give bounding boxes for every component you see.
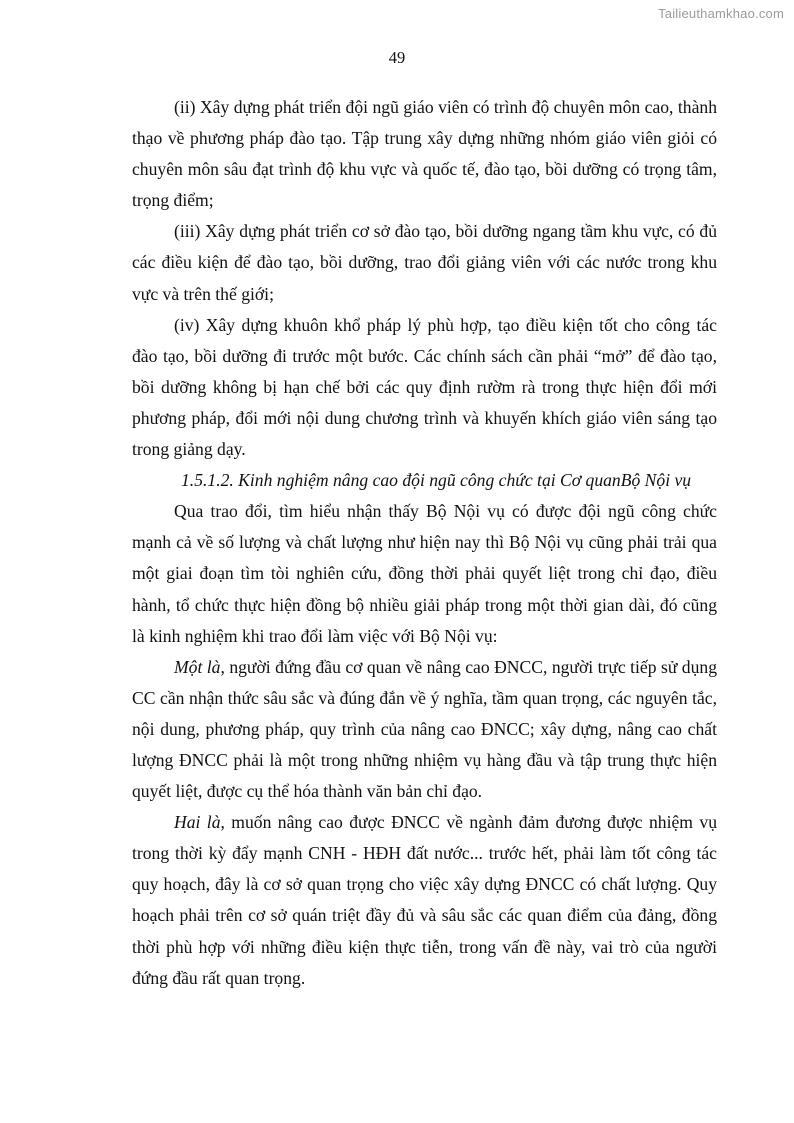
paragraph-iii: (iii) Xây dựng phát triển cơ sở đào tạo, bồi dưỡng ngang tầm khu vực, có đủ các điều kiện để đào tạo, bồi dưỡng, trao đổi giảng viên với các nước trong khu vực và trên thế giới; [132, 221, 717, 304]
paragraph-ii: (ii) Xây dựng phát triển đội ngũ giáo viên có trình độ chuyên môn cao, thành thạo về phương pháp đào tạo. Tập trung xây dựng những nhóm giáo viên giỏi có chuyên môn sâu đạt trình độ khu vực và quốc tế, đào tạo, bồi dưỡng có trọng tâm, trọng điểm; [132, 97, 717, 211]
point-one-paragraph [132, 652, 717, 807]
paragraph-iv: (iv) Xây dựng khuôn khổ pháp lý phù hợp, tạo điều kiện tốt cho công tác đào tạo, bồi dưỡng đi trước một bước. Các chính sách cần phải “mở” để đào tạo, bồi dưỡng không bị hạn chế bởi các quy định rườm rà trong thực hiện đổi mới phương pháp, đổi mới nội dung chương trình và khuyến khích giáo viên sáng tạo trong giảng dạy. [132, 314, 717, 460]
point-two-text: , muốn nâng cao được ĐNCC về ngành đảm đương được nhiệm vụ trong thời kỳ đẩy mạnh CNH - HĐH đất nước... trước hết, phải làm tốt công tác quy hoạch, đây là cơ sở quan trọng cho việc xây dựng ĐNCC có chất lượng. Quy hoạch phải trên cơ sở quán triệt đầy đủ và sâu sắc các quan điểm của đảng, đồng thời phù hợp với những điều kiện thực tiễn, trong vấn đề này, vai trò của người đứng đầu rất quan trọng. [132, 812, 717, 988]
point-one-text: , người đứng đầu cơ quan về nâng cao ĐNCC, người trực tiếp sử dụng CC cần nhận thức sâu sắc và đúng đắn về ý nghĩa, tầm quan trọng, các nguyên tắc, nội dung, phương pháp, quy trình của nâng cao ĐNCC; xây dựng, nâng cao chất lượng ĐNCC phải là một trong những nhiệm vụ hàng đầu và tập trung thực hiện quyết liệt, được cụ thể hóa thành văn bản chỉ đạo. [132, 656, 717, 802]
document-body [132, 92, 717, 994]
point-one-lead: Một là [174, 656, 221, 677]
intro-paragraph: Qua trao đổi, tìm hiểu nhận thấy Bộ Nội vụ có được đội ngũ công chức mạnh cả về số lượng và chất lượng như hiện nay thì Bộ Nội vụ cũng phải trải qua một giai đoạn tìm tòi nghiên cứu, đồng thời phải quyết liệt trong chỉ đạo, điều hành, tổ chức thực hiện đồng bộ nhiều giải pháp trong một thời gian dài, đó cũng là kinh nghiệm khi trao đổi làm việc với Bộ Nội vụ: [132, 501, 717, 646]
point-two-lead: Hai là [174, 812, 221, 833]
watermark: Tailieuthamkhao.com [658, 6, 784, 21]
section-heading: 1.5.1.2. Kinh nghiệm nâng cao đội ngũ công chức tại Cơ quanBộ Nội vụ [181, 470, 692, 491]
point-two-paragraph [132, 807, 717, 994]
page-number: 49 [388, 48, 406, 67]
